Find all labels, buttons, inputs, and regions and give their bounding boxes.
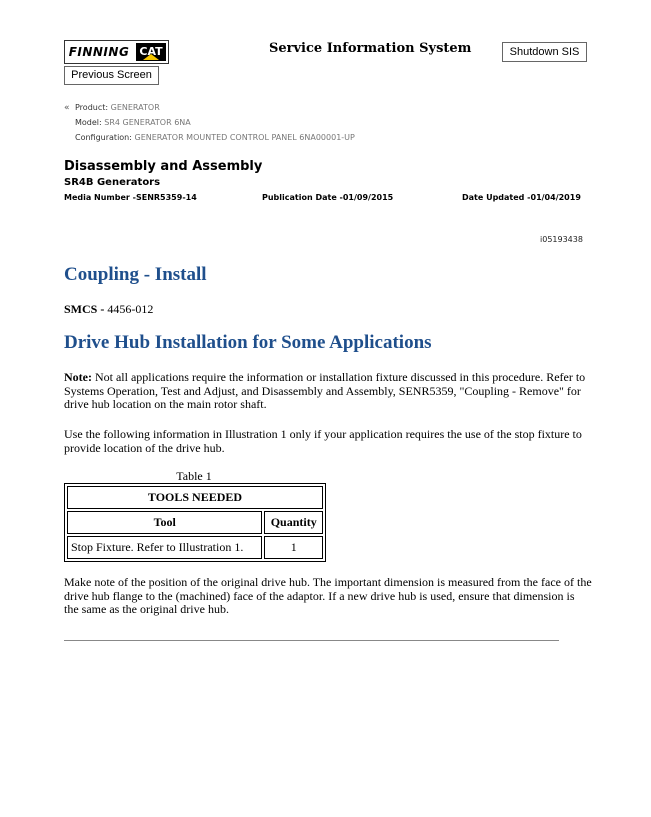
product-line — [75, 103, 160, 112]
shutdown-sis-button[interactable]: Shutdown SIS — [502, 42, 587, 62]
smcs-value: 4456-012 — [104, 302, 154, 316]
section-heading-coupling-install: Coupling - Install — [64, 264, 207, 285]
section-heading-drive-hub: Drive Hub Installation for Some Applications — [64, 332, 432, 353]
smcs-code — [64, 302, 153, 317]
document-title: Disassembly and Assembly — [64, 159, 263, 174]
back-chevron-icon[interactable]: « — [64, 103, 70, 113]
configuration-label: Configuration: — [75, 133, 132, 142]
product-label: Product: — [75, 103, 109, 112]
document-subtitle: SR4B Generators — [64, 177, 161, 188]
date-updated: Date Updated -01/04/2019 — [462, 193, 581, 202]
logo-text: FINNING — [68, 45, 130, 59]
page-title: Service Information System — [269, 41, 472, 56]
table-caption: Table 1 — [176, 469, 212, 483]
configuration-line — [75, 133, 355, 142]
cat-logo-text: CAT — [139, 45, 163, 58]
note-paragraph — [64, 371, 592, 412]
note-label: Note: — [64, 370, 92, 384]
table-cell-tool: Stop Fixture. Refer to Illustration 1. — [67, 536, 262, 559]
drive-hub-note-paragraph: Make note of the position of the original drive hub. The important dimension is measured from the face of the drive hub flange to the (machined) face of the adaptor. If a new drive hub is used, ensure that dimension is the same as the original drive hub. — [64, 575, 592, 616]
previous-screen-button[interactable]: Previous Screen — [64, 66, 159, 85]
column-header-quantity: Quantity — [264, 511, 323, 534]
model-label: Model: — [75, 118, 102, 127]
tools-needed-table — [64, 483, 326, 562]
media-number: Media Number -SENR5359-14 — [64, 193, 197, 202]
illustration-id: i05193438 — [540, 235, 583, 244]
configuration-value: GENERATOR MOUNTED CONTROL PANEL 6NA00001-UP — [134, 133, 355, 142]
cat-triangle-icon — [143, 54, 159, 60]
cat-logo-mark — [136, 43, 166, 61]
usage-paragraph: Use the following information in Illustration 1 only if your application requires the use of the stop fixture to provide location of the drive hub. — [64, 427, 582, 455]
finning-cat-logo — [64, 40, 169, 64]
divider — [64, 640, 559, 641]
smcs-label: SMCS - — [64, 302, 105, 316]
note-text: Not all applications require the information or installation fixture discussed in this procedure. Refer to Systems Operation, Test and Adjust, and Disassembly and Assembly, SENR5359, "Coupling - Remove" for drive hub location on the main rotor shaft. — [64, 370, 586, 411]
table-title: TOOLS NEEDED — [67, 486, 323, 509]
product-value: GENERATOR — [110, 103, 160, 112]
publication-date: Publication Date -01/09/2015 — [262, 193, 394, 202]
model-line — [75, 118, 191, 127]
table-cell-quantity: 1 — [264, 536, 323, 559]
model-value: SR4 GENERATOR 6NA — [104, 118, 191, 127]
column-header-tool: Tool — [67, 511, 262, 534]
table-row — [67, 536, 323, 559]
